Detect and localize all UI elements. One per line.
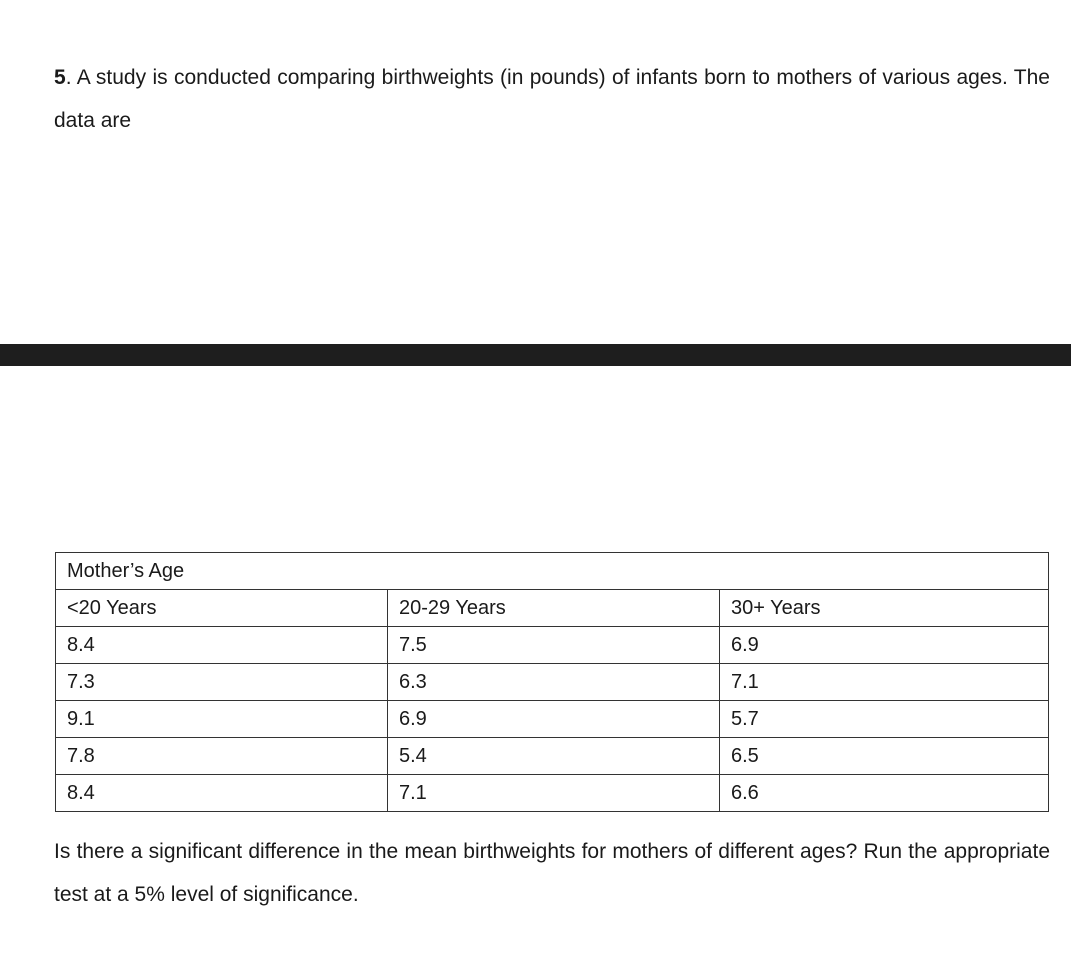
table-title-row bbox=[56, 553, 1049, 590]
table-cell: 5.7 bbox=[720, 701, 1049, 738]
question-intro-text: . A study is conducted comparing birthweights (in pounds) of infants born to mothers of various ages. The data are bbox=[54, 66, 1050, 132]
header-under-20: <20 Years bbox=[56, 590, 388, 627]
table-title: Mother’s Age bbox=[56, 553, 1049, 590]
header-20-29: 20-29 Years bbox=[388, 590, 720, 627]
table-cell: 6.9 bbox=[388, 701, 720, 738]
birthweight-table bbox=[55, 552, 1049, 812]
table-row bbox=[56, 775, 1049, 812]
question-number: 5 bbox=[54, 66, 66, 89]
table-row bbox=[56, 738, 1049, 775]
table-row bbox=[56, 627, 1049, 664]
table-cell: 9.1 bbox=[56, 701, 388, 738]
table-cell: 8.4 bbox=[56, 775, 388, 812]
table-cell: 7.3 bbox=[56, 664, 388, 701]
screen-divider-band bbox=[0, 344, 1071, 366]
table-cell: 6.5 bbox=[720, 738, 1049, 775]
table-cell: 6.6 bbox=[720, 775, 1049, 812]
table-cell: 7.1 bbox=[720, 664, 1049, 701]
question-intro bbox=[54, 56, 1050, 142]
table-cell: 7.1 bbox=[388, 775, 720, 812]
table-cell: 7.8 bbox=[56, 738, 388, 775]
table-header-row bbox=[56, 590, 1049, 627]
table-cell: 8.4 bbox=[56, 627, 388, 664]
table-cell: 6.9 bbox=[720, 627, 1049, 664]
table-cell: 7.5 bbox=[388, 627, 720, 664]
table-cell: 5.4 bbox=[388, 738, 720, 775]
question-outro: Is there a significant difference in the mean birthweights for mothers of different ages? Run the appropriate test at a 5% level of significance. bbox=[54, 840, 1050, 906]
header-30-plus: 30+ Years bbox=[720, 590, 1049, 627]
table-row bbox=[56, 701, 1049, 738]
table-cell: 6.3 bbox=[388, 664, 720, 701]
table-row bbox=[56, 664, 1049, 701]
